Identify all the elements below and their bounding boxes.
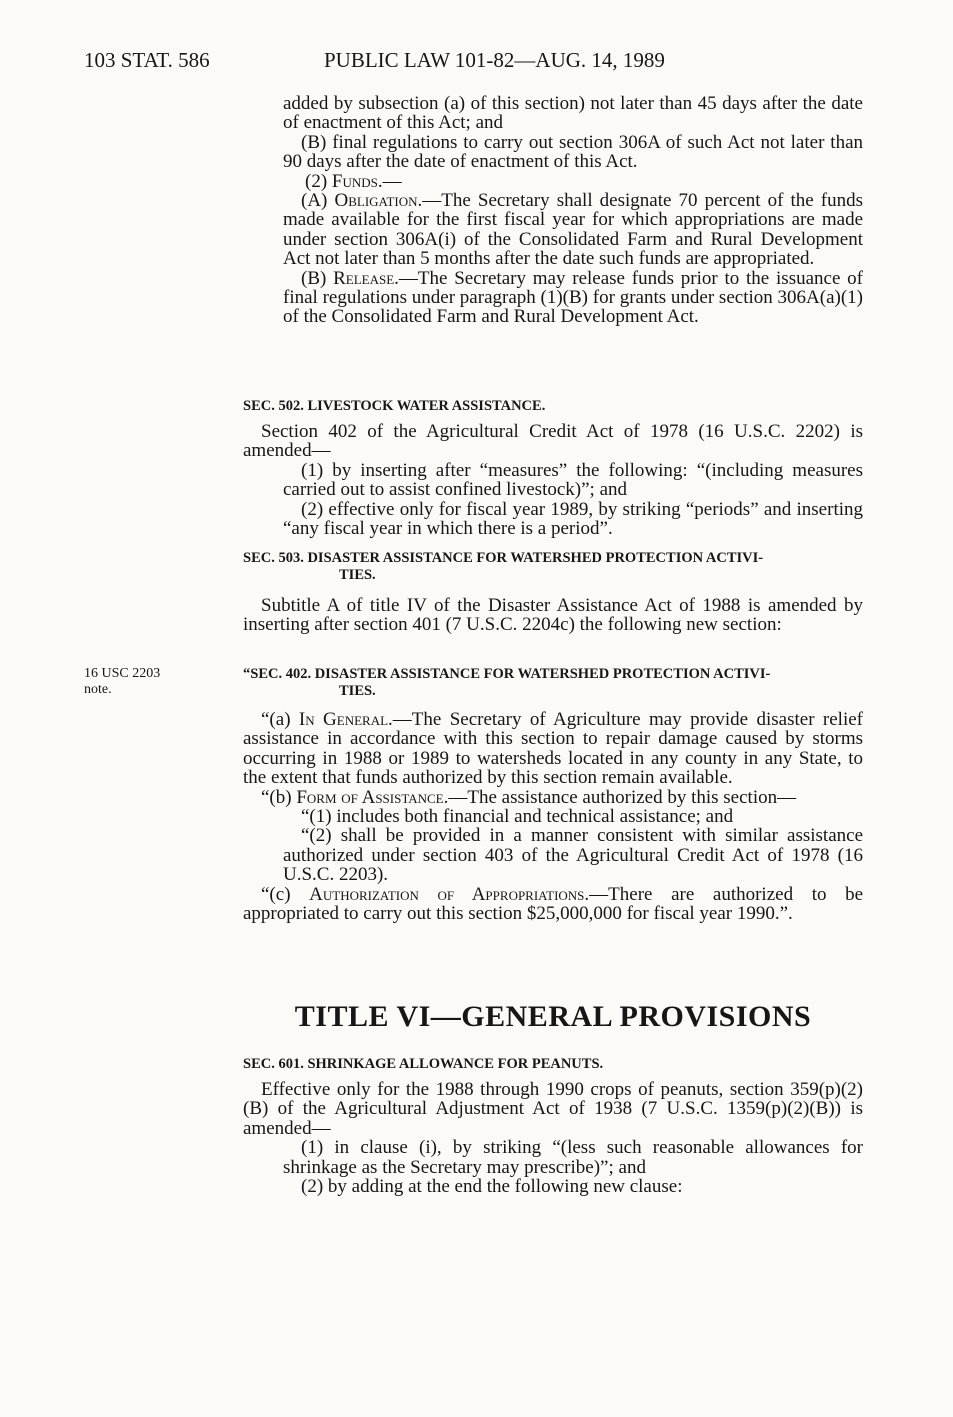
section-601-body — [243, 1080, 863, 1196]
paragraph: (2) effective only for fiscal year 1989, by striking “periods” and inserting “any fiscal year in which there is a period”. — [283, 498, 863, 540]
paragraph: added by subsection (a) of this section) not later than 45 days after the date of enactment of this Act; and — [283, 93, 863, 134]
page-stat-number: 103 STAT. 586 — [84, 48, 210, 72]
paragraph: “(a) In General.—The Secretary of Agriculture may provide disaster relief assistance in accordance with this section to repair damage caused by storms occurring in 1988 or 1989 to watersheds located in any county in any State, to the extent that funds authorized by this section remain available. — [243, 709, 864, 789]
paragraph: (2) by adding at the end the following new clause: — [301, 1176, 683, 1198]
paragraph: (1) by inserting after “measures” the following: “(including measures carried out to assist confined livestock)”; and — [283, 459, 863, 501]
section-503 — [243, 550, 863, 584]
paragraph: “(1) includes both financial and technical assistance; and — [301, 806, 734, 828]
paragraph: Section 402 of the Agricultural Credit Act of 1978 (16 U.S.C. 2202) is amended— — [243, 421, 863, 462]
section-502 — [243, 398, 863, 415]
section-601 — [243, 1056, 863, 1073]
paragraph: Effective only for the 1988 through 1990 crops of peanuts, section 359(p)(2)(B) of the Agricultural Adjustment Act of 1938 (7 U.S.C. 1359(p)(2)(B)) is amended— — [243, 1079, 863, 1139]
section-502-body — [243, 422, 863, 538]
quoted-section-heading: “SEC. 402. DISASTER ASSISTANCE FOR WATERSHED PROTECTION ACTIVI- TIES. — [243, 666, 771, 699]
paragraph: (B) Release.—The Secretary may release funds prior to the issuance of final regulations under paragraph (1)(B) for grants under section 306A(a)(1) of the Consolidated Farm and Rural Development Act. — [283, 267, 863, 328]
continuation-block — [243, 94, 863, 327]
quoted-section-402 — [243, 666, 863, 700]
section-heading: SEC. 503. DISASTER ASSISTANCE FOR WATERSHED PROTECTION ACTIVI- TIES. — [243, 550, 764, 583]
paragraph: (A) Obligation.—The Secretary shall designate 70 percent of the funds made available for the first fiscal year for which appropriations are made under section 306A(i) of the Consolidated Farm and Rural Development Act not later than 5 months after the date such funds are appropriated. — [283, 190, 864, 270]
section-heading: SEC. 601. SHRINKAGE ALLOWANCE FOR PEANUTS. — [243, 1056, 604, 1072]
title-heading: TITLE VI—GENERAL PROVISIONS — [294, 1000, 812, 1033]
paragraph: “(b) Form of Assistance.—The assistance authorized by this section— — [261, 786, 797, 808]
quoted-section-body — [243, 710, 863, 923]
section-503-body — [243, 596, 863, 635]
paragraph-heading: (2) Funds.— — [305, 170, 402, 192]
margin-note: 16 USC 2203 note. — [84, 666, 161, 697]
paragraph: Subtitle A of title IV of the Disaster Assistance Act of 1988 is amended by inserting after section 401 (7 U.S.C. 2204c) the following new section: — [243, 595, 863, 636]
paragraph: (1) in clause (i), by striking “(less such reasonable allowances for shrinkage as the Secretary may prescribe)”; and — [283, 1137, 863, 1178]
section-heading: SEC. 502. LIVESTOCK WATER ASSISTANCE. — [243, 398, 546, 414]
running-header: PUBLIC LAW 101-82—AUG. 14, 1989 — [324, 48, 665, 72]
paragraph: “(c) Authorization of Appropriations.—There are authorized to be appropriated to carry out this section $25,000,000 for fiscal year 1990.”. — [243, 883, 864, 925]
paragraph: “(2) shall be provided in a manner consistent with similar assistance authorized under section 403 of the Agricultural Credit Act of 1978 (16 U.S.C. 2203). — [283, 825, 863, 886]
paragraph: (B) final regulations to carry out section 306A of such Act not later than 90 days after the date of enactment of this Act. — [283, 131, 863, 173]
